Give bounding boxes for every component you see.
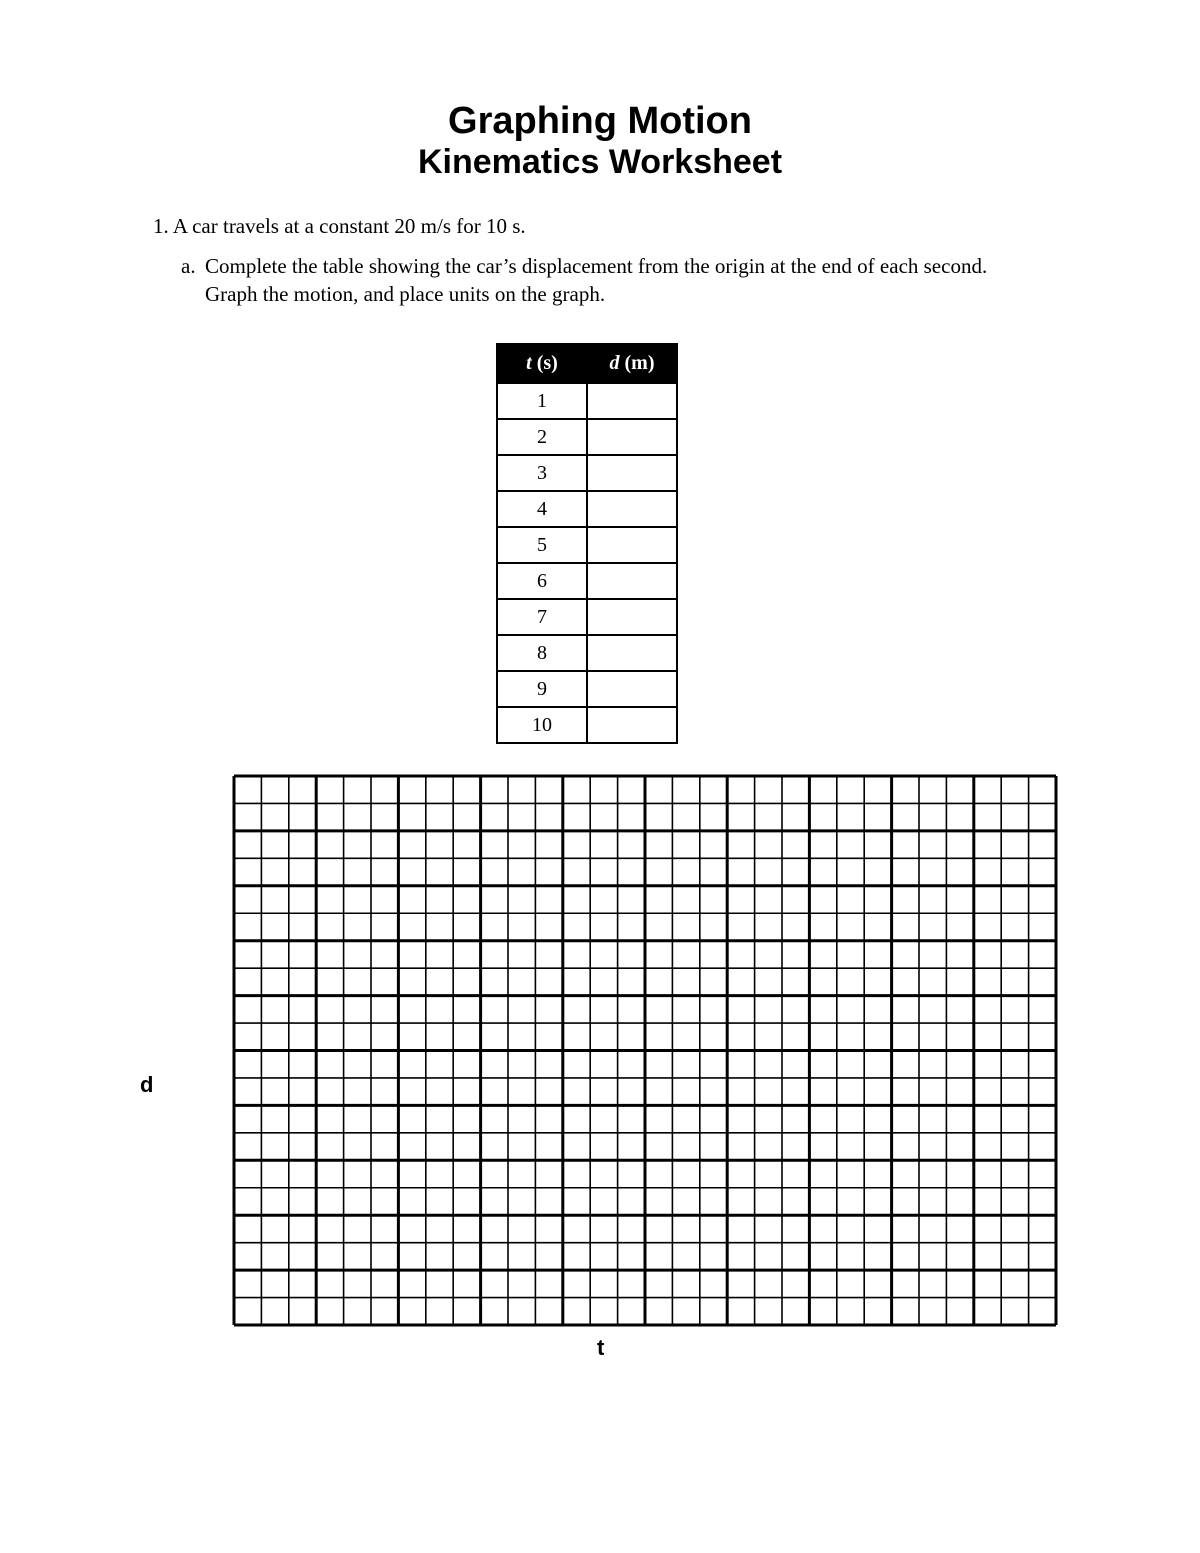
page-subtitle: Kinematics Worksheet <box>417 143 783 181</box>
displacement-answer-cell[interactable] <box>587 527 677 563</box>
graph-paper-grid <box>232 774 1058 1327</box>
y-axis-label: d <box>140 1072 154 1097</box>
question-1a-label: a. <box>181 254 196 278</box>
table-row <box>497 419 677 455</box>
time-cell: 2 <box>497 419 587 455</box>
table-row <box>497 383 677 419</box>
table-row <box>497 635 677 671</box>
displacement-answer-cell[interactable] <box>587 455 677 491</box>
time-cell: 8 <box>497 635 587 671</box>
displacement-answer-cell[interactable] <box>587 599 677 635</box>
time-cell: 3 <box>497 455 587 491</box>
page-title: Graphing Motion <box>448 100 752 142</box>
time-cell: 9 <box>497 671 587 707</box>
time-cell: 4 <box>497 491 587 527</box>
time-cell: 1 <box>497 383 587 419</box>
time-cell: 7 <box>497 599 587 635</box>
displacement-answer-cell[interactable] <box>587 419 677 455</box>
column-header-time: t (s) <box>497 344 587 383</box>
question-1: 1. A car travels at a constant 20 m/s for 10 s. <box>153 214 526 238</box>
displacement-answer-cell[interactable] <box>587 383 677 419</box>
table-row <box>497 491 677 527</box>
table-row <box>497 671 677 707</box>
displacement-answer-cell[interactable] <box>587 563 677 599</box>
table-row <box>497 527 677 563</box>
displacement-answer-cell[interactable] <box>587 491 677 527</box>
displacement-answer-cell[interactable] <box>587 671 677 707</box>
time-cell: 5 <box>497 527 587 563</box>
table-row <box>497 599 677 635</box>
question-1a-text: Complete the table showing the car’s displacement from the origin at the end of each second. Graph the motion, and place units on the graph. <box>205 254 988 306</box>
time-cell: 10 <box>497 707 587 743</box>
column-header-displacement: d (m) <box>587 344 677 383</box>
displacement-answer-cell[interactable] <box>587 707 677 743</box>
time-cell: 6 <box>497 563 587 599</box>
displacement-answer-cell[interactable] <box>587 635 677 671</box>
displacement-table <box>496 343 678 744</box>
table-row <box>497 707 677 743</box>
table-header-row <box>497 344 677 383</box>
table-row <box>497 563 677 599</box>
x-axis-label: t <box>597 1335 605 1360</box>
table-row <box>497 455 677 491</box>
